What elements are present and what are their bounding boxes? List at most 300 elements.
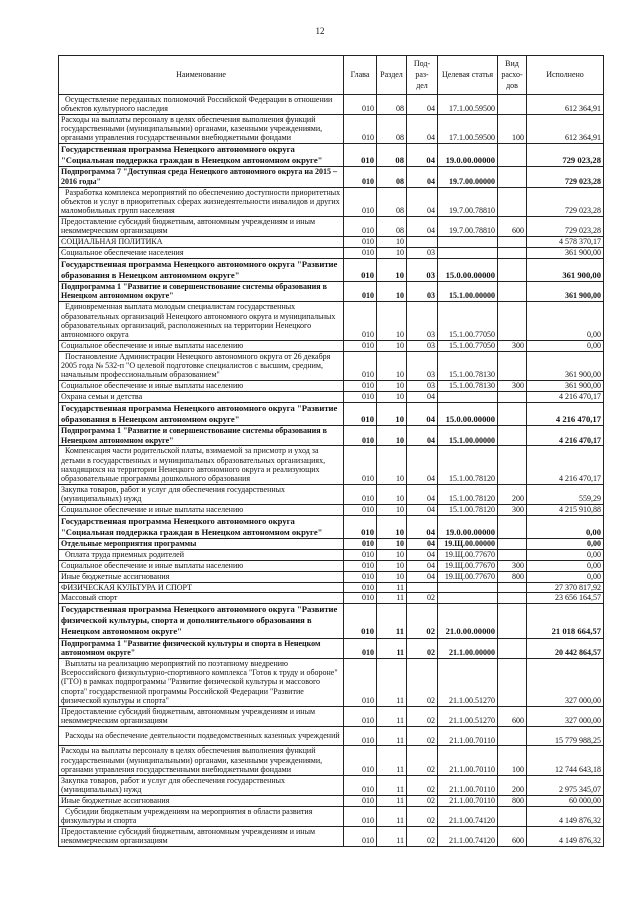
section-code: 10 — [377, 237, 407, 248]
subsection-code: 04 — [407, 391, 438, 402]
executed-amount: 60 000,00 — [527, 795, 604, 806]
header-name: Наименование — [59, 56, 344, 95]
executed-amount: 361 900,00 — [527, 381, 604, 392]
target-item-code: 19.7.00.78810 — [438, 187, 498, 216]
chapter-code: 010 — [344, 426, 377, 446]
executed-amount: 4 149 876,32 — [527, 826, 604, 846]
row-name: Массовый спорт — [59, 593, 344, 604]
table-row — [59, 391, 604, 402]
row-name: Социальное обеспечение и иные выплаты населению — [59, 505, 344, 516]
executed-amount: 0,00 — [527, 515, 604, 539]
row-name: Расходы на выплаты персоналу в целях обеспечения выполнения функций государственными (муниципальными) органами, казенными учреждениями, органами управления государственными внебюджетными фондами — [59, 746, 344, 775]
section-code: 08 — [377, 94, 407, 114]
executed-amount: 4 215 910,88 — [527, 505, 604, 516]
section-code: 08 — [377, 167, 407, 187]
section-code: 11 — [377, 706, 407, 726]
expense-type-code — [498, 806, 527, 826]
target-item-code: 15.1.00.77050 — [438, 302, 498, 341]
expense-type-code: 800 — [498, 795, 527, 806]
target-item-code: 15.0.00.00000 — [438, 258, 498, 282]
section-code: 10 — [377, 539, 407, 550]
expense-type-code: 200 — [498, 485, 527, 505]
subsection-code: 04 — [407, 446, 438, 485]
row-name: Отдельные мероприятия программы — [59, 539, 344, 550]
table-row — [59, 593, 604, 604]
executed-amount: 327 000,00 — [527, 658, 604, 706]
table-row — [59, 571, 604, 582]
section-code: 10 — [377, 402, 407, 426]
executed-amount: 0,00 — [527, 539, 604, 550]
subsection-code — [407, 237, 438, 248]
expense-type-code — [498, 351, 527, 380]
target-item-code: 19.0.00.00000 — [438, 143, 498, 167]
target-item-code: 19.0.00.00000 — [438, 515, 498, 539]
subsection-code: 03 — [407, 381, 438, 392]
subsection-code: 02 — [407, 658, 438, 706]
table-row — [59, 114, 604, 143]
table-row — [59, 726, 604, 746]
row-name: Единовременная выплата молодым специалистам государственных образовательных организаций Ненецкого автономного округа и муниципальных образовательных организаций, расположенных на территории Ненецкого автономного округа — [59, 302, 344, 341]
expense-type-code — [498, 402, 527, 426]
chapter-code: 010 — [344, 746, 377, 775]
section-code: 10 — [377, 247, 407, 258]
expense-type-code — [498, 187, 527, 216]
row-name: Осуществление переданных полномочий Российской Федерации в отношении объектов культурного наследия — [59, 94, 344, 114]
expense-type-code — [498, 391, 527, 402]
expense-type-code — [498, 658, 527, 706]
executed-amount: 361 900,00 — [527, 247, 604, 258]
executed-amount: 361 900,00 — [527, 351, 604, 380]
section-code: 11 — [377, 638, 407, 658]
row-name: Социальное обеспечение и иные выплаты населению — [59, 560, 344, 571]
section-code: 10 — [377, 560, 407, 571]
expense-type-code — [498, 593, 527, 604]
target-item-code: 21.1.00.74120 — [438, 826, 498, 846]
target-item-code: 15.1.00.78130 — [438, 351, 498, 380]
subsection-code: 03 — [407, 282, 438, 302]
row-name: Предоставление субсидий бюджетным, автономным учреждениям и иным некоммерческим организациям — [59, 826, 344, 846]
chapter-code: 010 — [344, 381, 377, 392]
section-code: 11 — [377, 795, 407, 806]
table-row — [59, 806, 604, 826]
chapter-code: 010 — [344, 302, 377, 341]
chapter-code: 010 — [344, 582, 377, 593]
section-code: 10 — [377, 446, 407, 485]
table-row — [59, 402, 604, 426]
table-row — [59, 550, 604, 561]
subsection-code: 02 — [407, 593, 438, 604]
target-item-code: 15.1.00.77050 — [438, 340, 498, 351]
chapter-code: 010 — [344, 505, 377, 516]
section-code: 11 — [377, 604, 407, 639]
target-item-code — [438, 391, 498, 402]
expense-type-code — [498, 237, 527, 248]
row-name: Закупка товаров, работ и услуг для обеспечения государственных (муниципальных) нужд — [59, 775, 344, 795]
subsection-code: 04 — [407, 143, 438, 167]
subsection-code: 04 — [407, 114, 438, 143]
executed-amount: 20 442 864,57 — [527, 638, 604, 658]
target-item-code: 21.1.00.51270 — [438, 658, 498, 706]
table-body — [59, 94, 604, 846]
page-number: 12 — [315, 26, 325, 36]
subsection-code: 04 — [407, 539, 438, 550]
subsection-code: 04 — [407, 560, 438, 571]
row-name: Государственная программа Ненецкого автономного округа "Социальная поддержка граждан в Ненецком автономном округе" — [59, 515, 344, 539]
subsection-code: 04 — [407, 505, 438, 516]
chapter-code: 010 — [344, 216, 377, 236]
chapter-code: 010 — [344, 726, 377, 746]
chapter-code: 010 — [344, 515, 377, 539]
row-name: Предоставление субсидий бюджетным, автономным учреждениям и иным некоммерческим организациям — [59, 216, 344, 236]
executed-amount: 0,00 — [527, 340, 604, 351]
chapter-code: 010 — [344, 446, 377, 485]
subsection-code: 02 — [407, 604, 438, 639]
section-code: 11 — [377, 826, 407, 846]
row-name: СОЦИАЛЬНАЯ ПОЛИТИКА — [59, 237, 344, 248]
table-header-row — [59, 56, 604, 95]
executed-amount: 0,00 — [527, 560, 604, 571]
subsection-code: 03 — [407, 247, 438, 258]
subsection-code: 04 — [407, 167, 438, 187]
target-item-code: 17.1.00.59500 — [438, 114, 498, 143]
header-executed: Исполнено — [527, 56, 604, 95]
chapter-code: 010 — [344, 247, 377, 258]
target-item-code — [438, 247, 498, 258]
table-row — [59, 94, 604, 114]
executed-amount: 4 216 470,17 — [527, 402, 604, 426]
subsection-code: 04 — [407, 485, 438, 505]
subsection-code: 03 — [407, 258, 438, 282]
section-code: 11 — [377, 658, 407, 706]
expense-type-code — [498, 282, 527, 302]
target-item-code: 19.7.00.78810 — [438, 216, 498, 236]
executed-amount: 27 370 817,92 — [527, 582, 604, 593]
executed-amount: 729 023,28 — [527, 167, 604, 187]
section-code: 11 — [377, 806, 407, 826]
expense-type-code — [498, 143, 527, 167]
row-name: ФИЗИЧЕСКАЯ КУЛЬТУРА И СПОРТ — [59, 582, 344, 593]
chapter-code: 010 — [344, 340, 377, 351]
row-name: Иные бюджетные ассигнования — [59, 571, 344, 582]
expense-type-code — [498, 167, 527, 187]
expense-type-code: 300 — [498, 381, 527, 392]
section-code: 10 — [377, 381, 407, 392]
executed-amount: 4 216 470,17 — [527, 446, 604, 485]
table-row — [59, 826, 604, 846]
header-section: Раздел — [377, 56, 407, 95]
table-row — [59, 446, 604, 485]
expense-type-code: 100 — [498, 746, 527, 775]
subsection-code: 03 — [407, 340, 438, 351]
row-name: Социальное обеспечение и иные выплаты населению — [59, 381, 344, 392]
row-name: Государственная программа Ненецкого автономного округа "Развитие образования в Ненецком автономном округе" — [59, 258, 344, 282]
target-item-code: 21.1.00.70110 — [438, 775, 498, 795]
section-code: 10 — [377, 505, 407, 516]
row-name: Подпрограмма 7 "Доступная среда Ненецкого автономного округа на 2015 – 2016 годы" — [59, 167, 344, 187]
header-subsection: Под- раз- дел — [407, 56, 438, 95]
table-row — [59, 795, 604, 806]
chapter-code: 010 — [344, 485, 377, 505]
target-item-code: 17.1.00.59500 — [438, 94, 498, 114]
target-item-code: 21.1.00.51270 — [438, 706, 498, 726]
row-name: Компенсация части родительской платы, взимаемой за присмотр и уход за детьми в государственных и муниципальных образовательных организациях, находящихся на территории Ненецкого автономного округа и реализующих образовательные программы дошкольного образования — [59, 446, 344, 485]
expense-type-code — [498, 426, 527, 446]
chapter-code: 010 — [344, 775, 377, 795]
executed-amount: 4 216 470,17 — [527, 391, 604, 402]
expense-type-code — [498, 582, 527, 593]
table-row — [59, 187, 604, 216]
row-name: Государственная программа Ненецкого автономного округа "Развитие образования в Ненецком автономном округе" — [59, 402, 344, 426]
table-row — [59, 426, 604, 446]
row-name: Государственная программа Ненецкого автономного округа "Социальная поддержка граждан в Ненецком автономном округе" — [59, 143, 344, 167]
row-name: Социальное обеспечение населения — [59, 247, 344, 258]
table-row — [59, 560, 604, 571]
section-code: 11 — [377, 582, 407, 593]
chapter-code: 010 — [344, 94, 377, 114]
expense-type-code — [498, 258, 527, 282]
executed-amount: 4 149 876,32 — [527, 806, 604, 826]
table-row — [59, 237, 604, 248]
subsection-code: 02 — [407, 806, 438, 826]
chapter-code: 010 — [344, 560, 377, 571]
row-name: Охрана семьи и детства — [59, 391, 344, 402]
table-row — [59, 485, 604, 505]
row-name: Разработка комплекса мероприятий по обеспечению доступности приоритетных объектов и услуг в приоритетных сферах жизнедеятельности инвалидов и других маломобильных групп населения — [59, 187, 344, 216]
expense-type-code — [498, 726, 527, 746]
section-code: 10 — [377, 282, 407, 302]
expense-type-code — [498, 638, 527, 658]
subsection-code: 03 — [407, 302, 438, 341]
target-item-code: 19.Щ.00.00000 — [438, 539, 498, 550]
subsection-code — [407, 582, 438, 593]
target-item-code: 21.1.00.00000 — [438, 638, 498, 658]
expense-type-code — [498, 539, 527, 550]
row-name: Подпрограмма 1 "Развитие физической культуры и спорта в Ненецком автономном округе" — [59, 638, 344, 658]
executed-amount: 2 975 345,07 — [527, 775, 604, 795]
table-row — [59, 505, 604, 516]
expense-type-code: 800 — [498, 571, 527, 582]
subsection-code: 04 — [407, 187, 438, 216]
chapter-code: 010 — [344, 706, 377, 726]
section-code: 11 — [377, 593, 407, 604]
subsection-code: 02 — [407, 706, 438, 726]
subsection-code: 02 — [407, 746, 438, 775]
expense-type-code: 300 — [498, 340, 527, 351]
table-row — [59, 582, 604, 593]
chapter-code: 010 — [344, 187, 377, 216]
executed-amount: 0,00 — [527, 302, 604, 341]
subsection-code: 04 — [407, 402, 438, 426]
executed-amount: 612 364,91 — [527, 94, 604, 114]
target-item-code: 15.1.00.78120 — [438, 485, 498, 505]
header-chapter: Глава — [344, 56, 377, 95]
table-row — [59, 216, 604, 236]
target-item-code: 19.Щ.00.77670 — [438, 560, 498, 571]
table-row — [59, 340, 604, 351]
subsection-code: 04 — [407, 216, 438, 236]
executed-amount: 4 578 370,17 — [527, 237, 604, 248]
chapter-code: 010 — [344, 143, 377, 167]
chapter-code: 010 — [344, 237, 377, 248]
subsection-code: 04 — [407, 94, 438, 114]
target-item-code: 15.1.00.78130 — [438, 381, 498, 392]
target-item-code: 19.Щ.00.77670 — [438, 550, 498, 561]
table-row — [59, 775, 604, 795]
executed-amount: 729 023,28 — [527, 187, 604, 216]
target-item-code: 21.1.00.70110 — [438, 795, 498, 806]
section-code: 11 — [377, 726, 407, 746]
chapter-code: 010 — [344, 658, 377, 706]
target-item-code: 15.1.00.78120 — [438, 446, 498, 485]
section-code: 10 — [377, 351, 407, 380]
expense-type-code — [498, 94, 527, 114]
executed-amount: 12 744 643,18 — [527, 746, 604, 775]
expense-type-code — [498, 604, 527, 639]
chapter-code: 010 — [344, 806, 377, 826]
chapter-code: 010 — [344, 258, 377, 282]
section-code: 10 — [377, 426, 407, 446]
target-item-code: 21.1.00.70110 — [438, 746, 498, 775]
section-code: 08 — [377, 114, 407, 143]
chapter-code: 010 — [344, 402, 377, 426]
row-name: Подпрограмма 1 "Развитие и совершенствование системы образования в Ненецком автономном округе" — [59, 426, 344, 446]
expense-type-code: 600 — [498, 216, 527, 236]
expense-type-code: 200 — [498, 775, 527, 795]
header-expense-type: Вид расхо- дов — [498, 56, 527, 95]
row-name: Расходы на обеспечение деятельности подведомственных казенных учреждений — [59, 726, 344, 746]
section-code: 10 — [377, 258, 407, 282]
row-name: Выплаты на реализацию мероприятий по поэтапному внедрению Всероссийского физкультурно-спортивного комплекса "Готов к труду и обороне" (ГТО) в рамках подпрограммы "Развитие физической культуры и массового спорта" государственной программы Российской Федерации "Развитие физической культуры и спорта" — [59, 658, 344, 706]
chapter-code: 010 — [344, 167, 377, 187]
table-row — [59, 282, 604, 302]
section-code: 11 — [377, 746, 407, 775]
chapter-code: 010 — [344, 593, 377, 604]
executed-amount: 361 900,00 — [527, 258, 604, 282]
target-item-code: 19.Щ.00.77670 — [438, 571, 498, 582]
chapter-code: 010 — [344, 351, 377, 380]
chapter-code: 010 — [344, 391, 377, 402]
section-code: 11 — [377, 775, 407, 795]
section-code: 08 — [377, 187, 407, 216]
executed-amount: 327 000,00 — [527, 706, 604, 726]
row-name: Закупка товаров, работ и услуг для обеспечения государственных (муниципальных) нужд — [59, 485, 344, 505]
target-item-code: 19.7.00.00000 — [438, 167, 498, 187]
table-row — [59, 515, 604, 539]
table-row — [59, 539, 604, 550]
row-name: Оплата труда приемных родителей — [59, 550, 344, 561]
expense-type-code — [498, 446, 527, 485]
target-item-code: 21.1.00.70110 — [438, 726, 498, 746]
row-name: Расходы на выплаты персоналу в целях обеспечения выполнения функций государственными (муниципальными) органами, казенными учреждениями, органами управления государственными внебюджетными фондами — [59, 114, 344, 143]
target-item-code: 15.1.00.00000 — [438, 282, 498, 302]
table-row — [59, 247, 604, 258]
expense-type-code: 100 — [498, 114, 527, 143]
row-name: Предоставление субсидий бюджетным, автономным учреждениям и иным некоммерческим организациям — [59, 706, 344, 726]
section-code: 10 — [377, 571, 407, 582]
table-row — [59, 658, 604, 706]
expense-type-code — [498, 550, 527, 561]
subsection-code: 04 — [407, 515, 438, 539]
subsection-code: 03 — [407, 351, 438, 380]
section-code: 10 — [377, 485, 407, 505]
subsection-code: 04 — [407, 550, 438, 561]
table-row — [59, 638, 604, 658]
table-row — [59, 302, 604, 341]
executed-amount: 729 023,28 — [527, 143, 604, 167]
subsection-code: 02 — [407, 775, 438, 795]
chapter-code: 010 — [344, 282, 377, 302]
row-name: Субсидии бюджетным учреждениям на мероприятия в области развития физкультуры и спорта — [59, 806, 344, 826]
budget-table — [58, 55, 604, 847]
table-row — [59, 746, 604, 775]
chapter-code: 010 — [344, 571, 377, 582]
chapter-code: 010 — [344, 826, 377, 846]
target-item-code — [438, 582, 498, 593]
row-name: Подпрограмма 1 "Развитие и совершенствование системы образования в Ненецком автономном округе" — [59, 282, 344, 302]
row-name: Постановление Администрации Ненецкого автономного округа от 26 декабря 2005 года № 532-п "О целевой подготовке специалистов с высшим, средним, начальным профессиональным образованием" — [59, 351, 344, 380]
section-code: 10 — [377, 391, 407, 402]
row-name: Социальное обеспечение и иные выплаты населению — [59, 340, 344, 351]
chapter-code: 010 — [344, 638, 377, 658]
expense-type-code: 300 — [498, 560, 527, 571]
subsection-code: 04 — [407, 571, 438, 582]
chapter-code: 010 — [344, 114, 377, 143]
target-item-code: 21.0.00.00000 — [438, 604, 498, 639]
table-row — [59, 167, 604, 187]
executed-amount: 729 023,28 — [527, 216, 604, 236]
expense-type-code: 300 — [498, 505, 527, 516]
section-code: 10 — [377, 515, 407, 539]
executed-amount: 15 779 988,25 — [527, 726, 604, 746]
target-item-code: 15.1.00.00000 — [438, 426, 498, 446]
table-row — [59, 351, 604, 380]
table-row — [59, 258, 604, 282]
target-item-code: 15.1.00.78120 — [438, 505, 498, 516]
executed-amount: 559,29 — [527, 485, 604, 505]
subsection-code: 02 — [407, 826, 438, 846]
section-code: 10 — [377, 550, 407, 561]
row-name: Государственная программа Ненецкого автономного округа "Развитие физической культуры, спорта и дополнительного образования в Ненецком автономном округе" — [59, 604, 344, 639]
executed-amount: 21 018 664,57 — [527, 604, 604, 639]
subsection-code: 02 — [407, 638, 438, 658]
table-row — [59, 143, 604, 167]
expense-type-code — [498, 515, 527, 539]
expense-type-code: 600 — [498, 706, 527, 726]
expense-type-code: 600 — [498, 826, 527, 846]
table-row — [59, 381, 604, 392]
subsection-code: 02 — [407, 726, 438, 746]
target-item-code — [438, 237, 498, 248]
executed-amount: 23 656 164,57 — [527, 593, 604, 604]
header-target-item: Целевая статья — [438, 56, 498, 95]
section-code: 10 — [377, 340, 407, 351]
target-item-code: 21.1.00.74120 — [438, 806, 498, 826]
expense-type-code — [498, 247, 527, 258]
chapter-code: 010 — [344, 539, 377, 550]
target-item-code: 15.0.00.00000 — [438, 402, 498, 426]
table-row — [59, 706, 604, 726]
executed-amount: 0,00 — [527, 550, 604, 561]
executed-amount: 0,00 — [527, 571, 604, 582]
table-row — [59, 604, 604, 639]
chapter-code: 010 — [344, 795, 377, 806]
section-code: 08 — [377, 143, 407, 167]
section-code: 10 — [377, 302, 407, 341]
expense-type-code — [498, 302, 527, 341]
subsection-code: 02 — [407, 795, 438, 806]
executed-amount: 612 364,91 — [527, 114, 604, 143]
chapter-code: 010 — [344, 604, 377, 639]
